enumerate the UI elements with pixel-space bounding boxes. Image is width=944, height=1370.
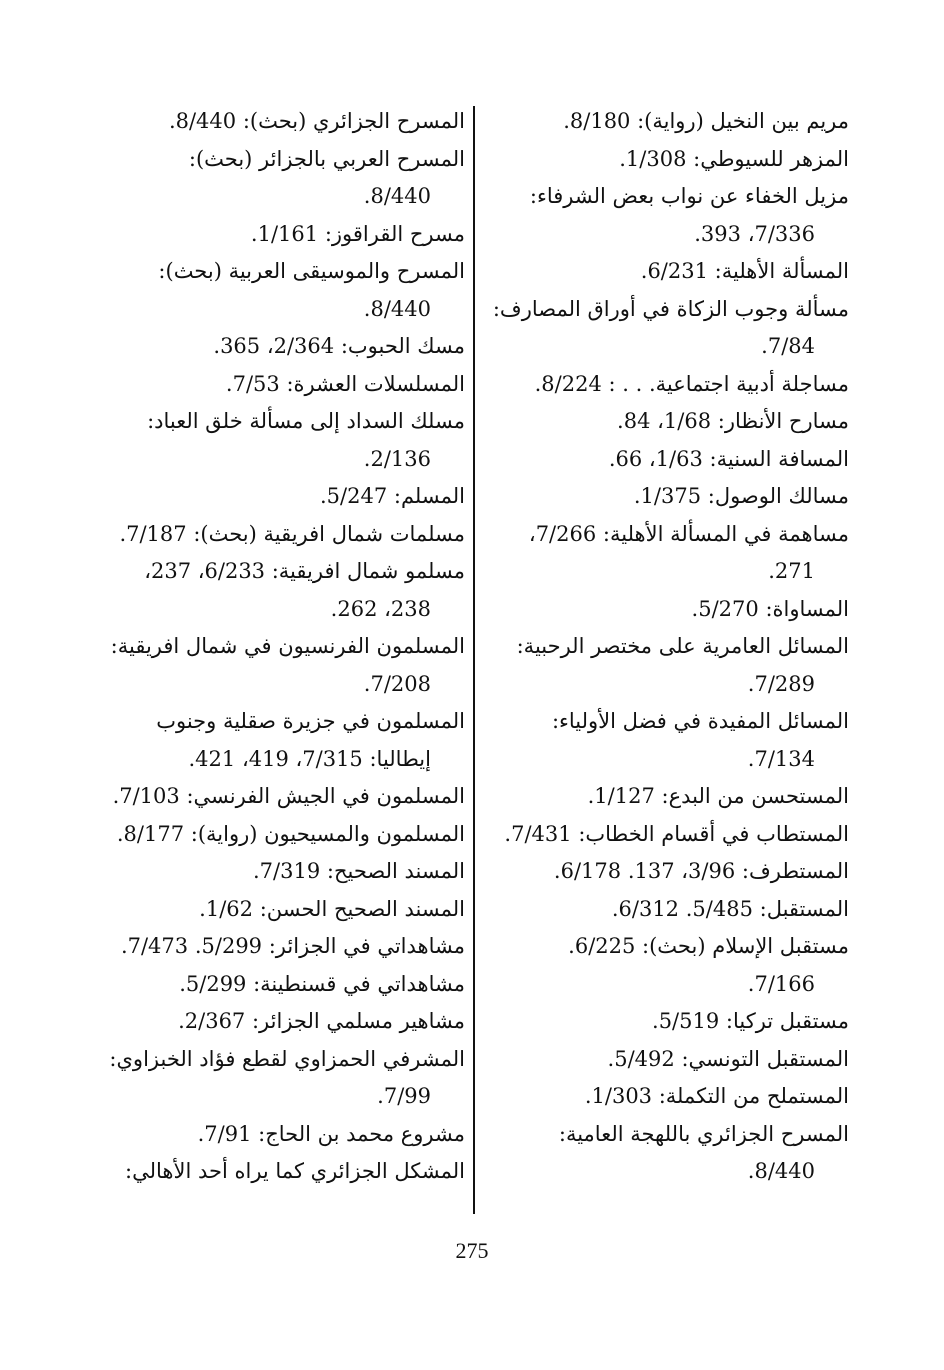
index-entry: المشكل الجزائري كما يراه أحد الأهالي: [125, 1159, 465, 1183]
index-entry: المسلمون الفرنسيون في شمال افريقية: 7/208. [110, 634, 465, 696]
index-entry: المسرح العربي بالجزائر (بحث): 8/440. [188, 146, 465, 208]
index-column-left [93, 103, 465, 1191]
index-entry: مسالك الوصول: 1/375. [633, 484, 849, 508]
index-entry: مشروع محمد بن الحاج: 7/91. [197, 1121, 465, 1146]
index-entry: المسألة الأهلية: 6/231. [640, 259, 849, 283]
index-entry: المسلسلات العشرة: 7/53. [225, 371, 465, 396]
index-entry: المستطاب في أقسام الخطاب: 7/431. [504, 821, 849, 846]
index-entry: المسرح والموسيقى العربية (بحث): 8/440. [158, 259, 465, 321]
index-entry: المزهر للسيوطي: 1/308. [619, 146, 849, 171]
index-entry: المسلم: 5/247. [319, 484, 465, 508]
index-entry: المسلمون في الجيش الفرنسي: 7/103. [112, 784, 465, 808]
index-entry: مسك الحبوب: 2/364، 365. [213, 334, 465, 358]
index-entry: مستقبل تركيا: 5/519. [652, 1009, 849, 1033]
index-entry: المسائل العامرية على مختصر الرحبية: 7/289. [516, 634, 849, 696]
index-entry: المستملح من التكملة: 1/303. [584, 1084, 849, 1108]
index-column-right [477, 103, 849, 1191]
index-entry: مسلمات شمال افريقية (بحث): 7/187. [119, 521, 465, 546]
index-entry: مزيل الخفاء عن نواب بعض الشرفاء: 7/336، 393. [529, 184, 849, 246]
index-entry: مسلمو شمال افريقية: 6/233، 237، 238، 262. [144, 559, 465, 621]
index-entry: مسارح الأنظار: 1/68، 84. [617, 409, 849, 433]
index-entry: المشرفي الحمزاوي لقطع فؤاد الخبزاوي: 7/99. [109, 1046, 465, 1108]
index-entry: المستطرف: 3/96، 137. 6/178. [553, 859, 849, 883]
index-entry: مسلك السداد إلى مسألة خلق العباد: 2/136. [147, 409, 465, 471]
index-entry: المساواة: 5/270. [691, 596, 849, 621]
index-entry: مساهمة في المسألة الأهلية: 7/266، 271. [528, 521, 849, 583]
index-entry: المستحسن من البدع: 1/127. [587, 784, 849, 808]
index-entry: المسلمون في جزيرة صقلية وجنوب إيطاليا: 7/315، 419، 421. [156, 709, 465, 771]
index-entry: المسرح الجزائري (بحث): 8/440. [168, 109, 465, 133]
index-entry: مشاهداتي في قسنطينة: 5/299. [179, 971, 465, 996]
index-entry: مريم بين النخيل (رواية): 8/180. [563, 109, 849, 133]
index-entry: مشاهير مسلمي الجزائر: 2/367. [178, 1009, 465, 1033]
index-entry: المستقبل: 5/485. 6/312. [611, 896, 849, 921]
index-entry: مستقبل الإسلام (بحث): 6/225. 7/166. [568, 934, 849, 996]
index-entry: المسند الصحيح الحسن: 1/62. [199, 896, 465, 921]
index-entry: مساجلة أدبية اجتماعية. . . : 8/224. [534, 371, 849, 396]
index-entry: مشاهداتي في الجزائر: 5/299. 7/473. [120, 934, 465, 958]
page-number: 275 [455, 1238, 489, 1263]
index-entry: مسرح القراقوز: 1/161. [250, 221, 465, 246]
index-entry: مسألة وجوب الزكاة في أوراق المصارف: 7/84. [492, 296, 849, 358]
column-divider [473, 106, 475, 1214]
index-entry: المسند الصحيح: 7/319. [252, 859, 465, 883]
index-entry: المستقبل التونسي: 5/492. [607, 1046, 849, 1071]
index-entry: المسائل المفيدة في فضل الأولياء: 7/134. [551, 709, 849, 771]
index-entry: المسافة السنية: 1/63، 66. [608, 446, 849, 471]
index-entry: المسرح الجزائري باللهجة العامية: 8/440. [558, 1121, 849, 1183]
index-entry: المسلمون والمسيحيون (رواية): 8/177. [116, 821, 465, 846]
